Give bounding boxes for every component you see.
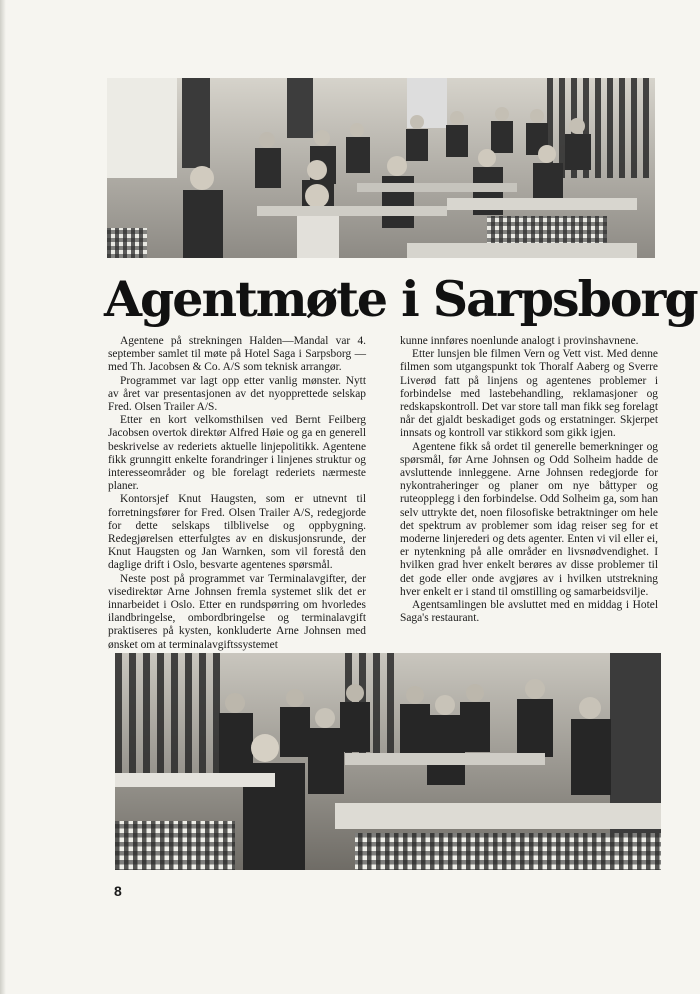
paragraph: Etter en kort velkomsthilsen ved Bernt Feilberg Jacobsen overtok direktør Alfred Høie og ga en generell beskrivelse av rederiets aktuelle linjepolitikk. Agentene fikk grunngitt enkelte forandringer i linjenes struktur og interesseområder og ble forelagt rederiets nærmeste planer. xyxy=(108,414,366,493)
paragraph: Agentene fikk så ordet til generelle bemerkninger og spørsmål, før Arne Johnsen og Odd Solheim hadde de avsluttende innleggene. Arne Johnsen redegjorde for nykontraheringer og planer om nye båttyper og ruteopplegg i den forbindelse. Odd Solheim ga, som han selv uttrykte det, noen filosofiske betraktninger om hele det spektrum av problemer som idag reiser seg for et moderne linjerederi og dets agenter. Enten vi vil eller ei, er nytenkning på alle områder en livsnødvendighet. I hvilken grad hver enkelt berøres av disse problemer til det gode eller onde avgjøres av i hvilken utstrekning hver enkelt er i stand til omstilling og samarbeidsvilje. xyxy=(400,440,658,598)
article-title: Agentmøte i Sarpsborg xyxy=(104,270,697,328)
page-number: 8 xyxy=(114,883,122,899)
paragraph: Agentsamlingen ble avsluttet med en middag i Hotel Saga's restaurant. xyxy=(400,599,658,625)
article-left-column xyxy=(108,335,366,652)
meeting-photo-top-image xyxy=(107,78,655,258)
paragraph: Etter lunsjen ble filmen Vern og Vett vist. Med denne filmen som utgangspunkt tok Thoralf Aaberg og Sverre Liverød fatt på linjens og agentenes problemer i forbindelse med lastebehandling, reklamasjoner og redskapskontroll. Det var store tall man fikk seg forelagt når det gjaldt beskadiget gods og erstatninger. Skjerpet innsats og kontroll var stikkord som gikk igjen. xyxy=(400,348,658,440)
meeting-photo-top xyxy=(107,78,655,258)
paragraph: Neste post på programmet var Terminalavgifter, der visedirektør Arne Johnsen fremla systemet slik det er innarbeidet i Oslo. Etter en rundspørring om hvorledes ilandbringelse, ombordbringelse og terminalavgift praktiseres på kysten, konkluderte Arne Johnsen med ønsket om at terminalavgiftssystemet xyxy=(108,572,366,651)
paragraph: kunne innføres noenlunde analogt i provinshavnene. xyxy=(400,335,639,347)
paragraph: Programmet var lagt opp etter vanlig mønster. Nytt av året var presentasjonen av det nyopprettede selskap Fred. Olsen Trailer A/S. xyxy=(108,374,366,414)
page-edge-shadow xyxy=(0,0,6,994)
article-right-column xyxy=(400,335,658,625)
meeting-photo-bottom xyxy=(115,653,661,870)
meeting-photo-bottom-image xyxy=(115,653,661,870)
paragraph: Agentene på strekningen Halden—Mandal var 4. september samlet til møte på Hotel Saga i Sarpsborg — med Th. Jacobsen & Co. A/S som teknisk arrangør. xyxy=(108,335,366,374)
paragraph: Kontorsjef Knut Haugsten, som er utnevnt til forretningsfører for Fred. Olsen Trailer A/S, redegjorde for dette selskaps tilblivelse og oppbygning. Redegjørelsen etterfulgtes av en diskusjonsrunde, der Knut Haugsten og Jan Warnken, som vil forestå den daglige drift i Oslo, besvarte agentenes spørsmål. xyxy=(108,493,366,572)
